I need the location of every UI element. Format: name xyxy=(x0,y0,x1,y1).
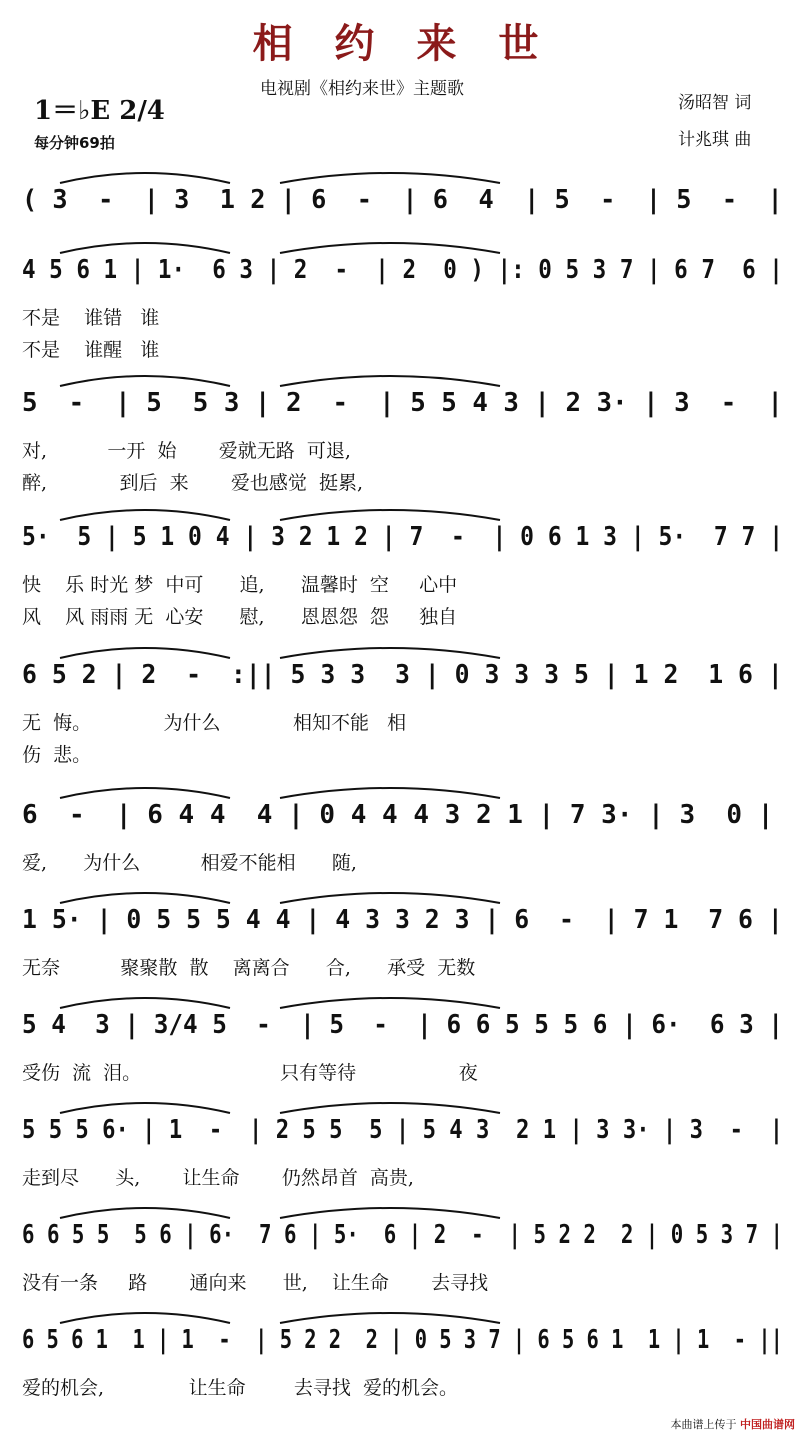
slur-marks xyxy=(0,994,805,1034)
notes-text: 5· 5 | 5 1 0 4 | 3 2 1 2 | 7 - | 0 6 1 3 | 5· 7 7 | xyxy=(22,522,784,552)
notes-text: 6 - | 6 4 4 4 | 0 4 4 4 3 2 1 | 7 3· | 3 0 | xyxy=(22,800,774,830)
notes-text: 5 5 5 6· | 1 - | 2 5 5 5 | 5 4 3 2 1 | 3 3· | 3 - | xyxy=(22,1115,784,1145)
slur-arc xyxy=(60,173,230,183)
lyricist-credit: 汤昭智 词 xyxy=(678,93,752,113)
lyrics-line-2: 风 风 雨雨 无 心安 慰, 恩恩怨 怨 独自 xyxy=(22,606,458,628)
tempo-marking: 每分钟69拍 xyxy=(34,134,115,152)
slur-marks xyxy=(0,1204,805,1244)
slur-marks xyxy=(0,506,805,546)
notes-text: 6 6 5 5 5 6 | 6· 7 6 | 5· 6 | 2 - | 5 2 2 2 | 0 5 3 7 | xyxy=(22,1220,784,1250)
slur-marks xyxy=(0,1309,805,1349)
lyrics-line-1: 快 乐 时光 梦 中可 追, 温馨时 空 心中 xyxy=(22,574,458,596)
composer-credit: 计兆琪 曲 xyxy=(678,130,752,150)
slur-arc xyxy=(280,1208,500,1218)
lyrics-line-1: 不是 谁错 谁 xyxy=(22,307,160,329)
slur-arc xyxy=(60,510,230,520)
lyrics-line-2: 伤 悲。 xyxy=(22,744,92,766)
slur-arc xyxy=(60,1313,230,1323)
footer-prefix: 本曲谱上传于 xyxy=(670,1418,737,1431)
lyrics-line-1: 爱的机会, 让生命 去寻找 爱的机会。 xyxy=(22,1377,458,1399)
slur-arc xyxy=(60,376,230,386)
slur-marks xyxy=(0,239,805,279)
slur-arc xyxy=(60,788,230,798)
slur-marks xyxy=(0,169,805,209)
slur-marks xyxy=(0,784,805,824)
slur-arc xyxy=(60,243,230,253)
lyrics-line-2: 醉, 到后 来 爱也感觉 挺累, xyxy=(22,472,363,494)
slur-arc xyxy=(280,510,500,520)
lyrics-line-1: 受伤 流 泪。 只有等待 夜 xyxy=(22,1062,478,1084)
lyrics-line-1: 走到尽 头, 让生命 仍然昂首 高贵, xyxy=(22,1167,414,1189)
slur-arc xyxy=(280,893,500,903)
song-title: 相 约 来 世 xyxy=(252,20,553,67)
slur-arc xyxy=(280,243,500,253)
notes-text: ( 3 - | 3 1 2 | 6 - | 6 4 | 5 - | 5 - | xyxy=(22,185,783,215)
notes-text: 6 5 2 | 2 - :|| 5 3 3 3 | 0 3 3 3 5 | 1 2 1 6 | xyxy=(22,660,783,690)
notes-text: 1 5· | 0 5 5 5 4 4 | 4 3 3 2 3 | 6 - | 7 1 7 6 | xyxy=(22,905,783,935)
slur-arc xyxy=(60,648,230,658)
slur-arc xyxy=(280,998,500,1008)
slur-arc xyxy=(60,893,230,903)
slur-arc xyxy=(60,1103,230,1113)
slur-arc xyxy=(60,998,230,1008)
lyrics-line-1: 无 悔。 为什么 相知不能 相 xyxy=(22,712,407,734)
slur-marks xyxy=(0,1099,805,1139)
slur-marks xyxy=(0,644,805,684)
lyrics-line-2: 不是 谁醒 谁 xyxy=(22,339,160,361)
slur-arc xyxy=(280,1313,500,1323)
notes-text: 5 - | 5 5 3 | 2 - | 5 5 4 3 | 2 3· | 3 - | xyxy=(22,388,783,418)
slur-arc xyxy=(280,1103,500,1113)
slur-marks xyxy=(0,372,805,412)
footer xyxy=(671,1416,796,1432)
slur-arc xyxy=(60,1208,230,1218)
key-signature: 1＝♭E 2/4 xyxy=(34,96,165,126)
lyrics-line-1: 爱, 为什么 相爱不能相 随, xyxy=(22,852,357,874)
lyrics-line-1: 没有一条 路 通向来 世, 让生命 去寻找 xyxy=(22,1272,489,1294)
song-subtitle: 电视剧《相约来世》主题歌 xyxy=(260,79,464,99)
slur-arc xyxy=(280,376,500,386)
notes-text: 6 5 6 1 1 | 1 - | 5 2 2 2 | 0 5 3 7 | 6 5 6 1 1 | 1 - || xyxy=(22,1325,783,1355)
lyrics-line-1: 对, 一开 始 爱就无路 可退, xyxy=(22,440,351,462)
notes-text: 4 5 6 1 | 1· 6 3 | 2 - | 2 0 ) |: 0 5 3 7 | 6 7 6 | xyxy=(22,255,783,285)
notes-text: 5 4 3 | 3/4 5 - | 5 - | 6 6 5 5 5 6 | 6· 6 3 | xyxy=(22,1010,784,1040)
slur-marks xyxy=(0,889,805,929)
footer-brand: 中国曲谱网 xyxy=(740,1418,795,1431)
slur-arc xyxy=(280,788,500,798)
slur-arc xyxy=(280,173,500,183)
lyrics-line-1: 无奈 聚聚散 散 离离合 合, 承受 无数 xyxy=(22,957,476,979)
slur-arc xyxy=(280,648,500,658)
